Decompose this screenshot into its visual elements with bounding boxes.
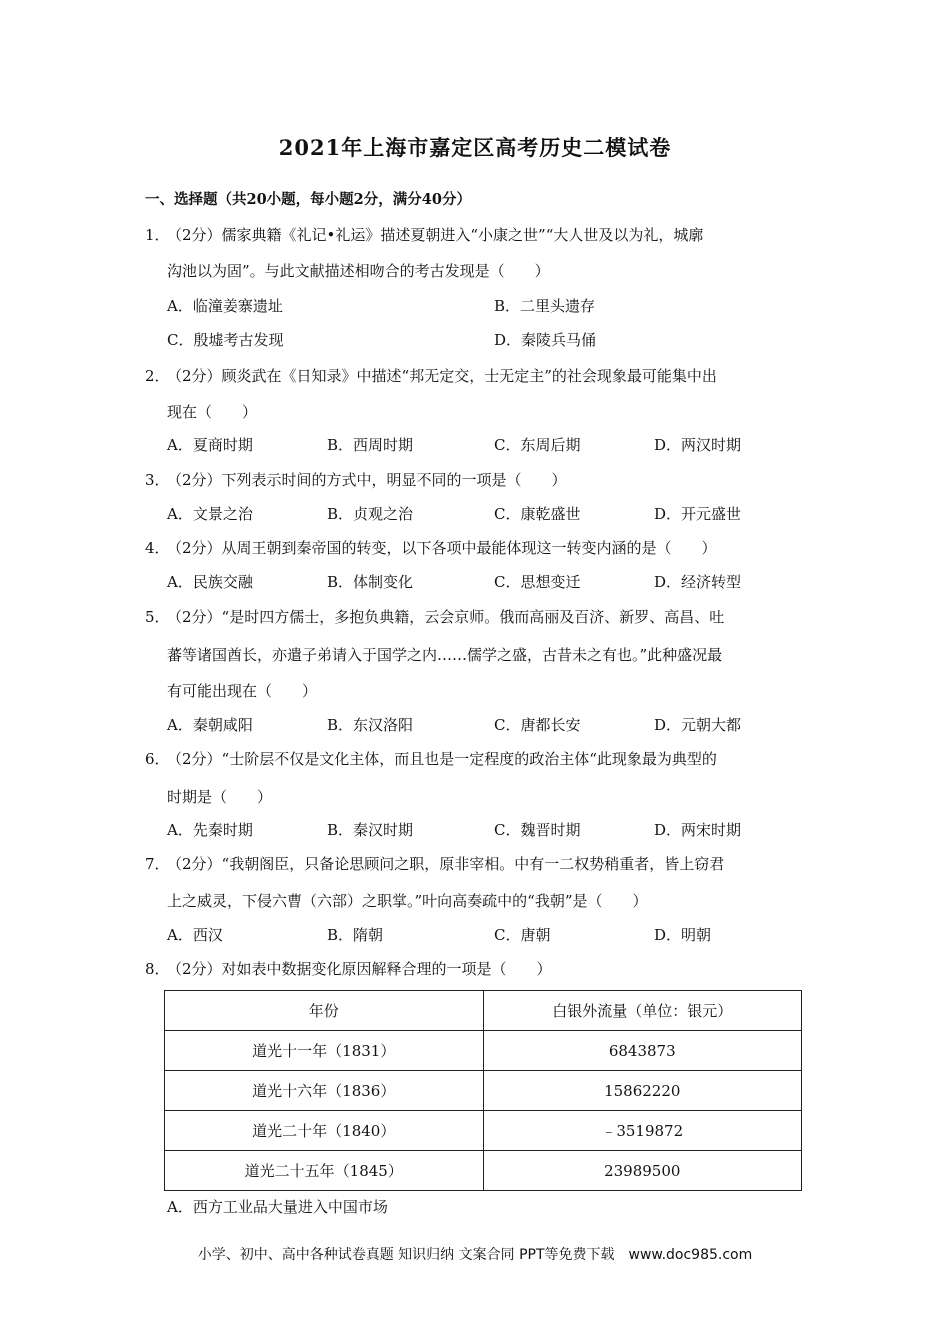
question-2-option-a[interactable]: A．夏商时期 bbox=[167, 436, 253, 454]
table-cell-year: 道光二十五年（1845） bbox=[165, 1151, 484, 1191]
question-number: 8． bbox=[145, 960, 170, 978]
table-cell-value: ﹣3519872 bbox=[483, 1111, 802, 1151]
question-6-option-b[interactable]: B．秦汉时期 bbox=[327, 821, 414, 839]
question-1-option-d[interactable]: D．秦陵兵马俑 bbox=[494, 331, 597, 349]
question-4-option-c[interactable]: C．思想变迁 bbox=[494, 573, 581, 591]
question-6-line-1: 6．（2分）“士阶层不仅是文化主体，而且也是一定程度的政治主体“此现象最为典型的 bbox=[145, 750, 717, 768]
question-1-line-1: 1．（2分）儒家典籍《礼记•礼运》描述夏朝进入“小康之世”“大人世及以为礼，城廓 bbox=[145, 226, 704, 244]
question-7-option-a[interactable]: A．西汉 bbox=[167, 926, 223, 944]
question-7-line-2: 上之威灵，下侵六曹（六部）之职掌。”叶向高奏疏中的“我朝”是（ ） bbox=[167, 892, 648, 910]
question-4-line-1: 4．（2分）从周王朝到秦帝国的转变，以下各项中最能体现这一转变内涵的是（ ） bbox=[145, 539, 717, 557]
question-number: 5． bbox=[145, 608, 170, 626]
table-cell-year: 道光十一年（1831） bbox=[165, 1031, 484, 1071]
table-row bbox=[165, 1031, 802, 1071]
question-3-option-a[interactable]: A．文景之治 bbox=[167, 505, 253, 523]
question-1-option-a[interactable]: A．临潼姜寨遗址 bbox=[167, 297, 283, 315]
question-2-option-d[interactable]: D．两汉时期 bbox=[654, 436, 742, 454]
question-number: 3． bbox=[145, 471, 170, 489]
question-5-option-a[interactable]: A．秦朝咸阳 bbox=[167, 716, 253, 734]
question-4-option-d[interactable]: D．经济转型 bbox=[654, 573, 742, 591]
question-5-line-1: 5．（2分）“是时四方儒士，多抱负典籍，云会京师。俄而高丽及百济、新罗、高昌、吐 bbox=[145, 608, 725, 626]
question-4-option-b[interactable]: B．体制变化 bbox=[327, 573, 414, 591]
question-number: 1． bbox=[145, 226, 170, 244]
question-6-option-d[interactable]: D．两宋时期 bbox=[654, 821, 742, 839]
question-1-line-2: 沟池以为固”。与此文献描述相吻合的考古发现是（ ） bbox=[167, 262, 550, 280]
table-row bbox=[165, 1071, 802, 1111]
table-header-outflow: 白银外流量（单位：银元） bbox=[483, 991, 802, 1031]
question-number: 7． bbox=[145, 855, 170, 873]
table-header-year: 年份 bbox=[165, 991, 484, 1031]
question-number: 2． bbox=[145, 367, 170, 385]
question-2-line-2: 现在（ ） bbox=[167, 403, 258, 421]
question-8-option-a[interactable]: A．西方工业品大量进入中国市场 bbox=[167, 1198, 388, 1216]
question-6-option-a[interactable]: A．先秦时期 bbox=[167, 821, 253, 839]
page-footer: 小学、初中、高中各种试卷真题 知识归纳 文案合同 PPT等免费下载 www.doc985.com bbox=[197, 1247, 753, 1263]
table-cell-value: 15862220 bbox=[483, 1071, 802, 1111]
question-6-option-c[interactable]: C．魏晋时期 bbox=[494, 821, 581, 839]
page-title: 2021年上海市嘉定区高考历史二模试卷 bbox=[278, 135, 672, 160]
question-number: 6． bbox=[145, 750, 170, 768]
question-5-option-d[interactable]: D．元朝大都 bbox=[654, 716, 742, 734]
question-2-line-1: 2．（2分）顾炎武在《日知录》中描述“邦无定交，士无定主”的社会现象最可能集中出 bbox=[145, 367, 717, 385]
table-cell-year: 道光二十年（1840） bbox=[165, 1111, 484, 1151]
table-cell-value: 6843873 bbox=[483, 1031, 802, 1071]
question-1-option-b[interactable]: B．二里头遗存 bbox=[494, 297, 596, 315]
question-2-option-b[interactable]: B．西周时期 bbox=[327, 436, 414, 454]
section-header: 一、选择题（共20小题，每小题2分，满分40分） bbox=[145, 191, 471, 208]
table-row bbox=[165, 1111, 802, 1151]
question-7-option-d[interactable]: D．明朝 bbox=[654, 926, 712, 944]
question-3-option-d[interactable]: D．开元盛世 bbox=[654, 505, 742, 523]
table-cell-value: 23989500 bbox=[483, 1151, 802, 1191]
question-4-option-a[interactable]: A．民族交融 bbox=[167, 573, 253, 591]
question-2-option-c[interactable]: C．东周后期 bbox=[494, 436, 581, 454]
question-5-option-b[interactable]: B．东汉洛阳 bbox=[327, 716, 414, 734]
question-1-option-c[interactable]: C．殷墟考古发现 bbox=[167, 331, 284, 349]
question-3-option-c[interactable]: C．康乾盛世 bbox=[494, 505, 581, 523]
question-3-option-b[interactable]: B．贞观之治 bbox=[327, 505, 414, 523]
question-number: 4． bbox=[145, 539, 170, 557]
question-5-line-2: 蕃等诸国酋长，亦遣子弟请入于国学之内……儒学之盛，古昔未之有也。”此种盛况最 bbox=[167, 646, 723, 664]
table-cell-year: 道光十六年（1836） bbox=[165, 1071, 484, 1111]
table-header-row bbox=[165, 991, 802, 1031]
table-row bbox=[165, 1151, 802, 1191]
question-7-option-b[interactable]: B．隋朝 bbox=[327, 926, 384, 944]
question-7-line-1: 7．（2分）“我朝阁臣，只备论思顾问之职，原非宰相。中有一二权势稍重者，皆上窃君 bbox=[145, 855, 725, 873]
question-6-line-2: 时期是（ ） bbox=[167, 788, 273, 806]
question-8-line-1: 8．（2分）对如表中数据变化原因解释合理的一项是（ ） bbox=[145, 960, 552, 978]
question-5-line-3: 有可能出现在（ ） bbox=[167, 682, 318, 700]
question-5-option-c[interactable]: C．唐都长安 bbox=[494, 716, 581, 734]
silver-outflow-table bbox=[164, 990, 802, 1191]
question-7-option-c[interactable]: C．唐朝 bbox=[494, 926, 551, 944]
question-3-line-1: 3．（2分）下列表示时间的方式中，明显不同的一项是（ ） bbox=[145, 471, 567, 489]
